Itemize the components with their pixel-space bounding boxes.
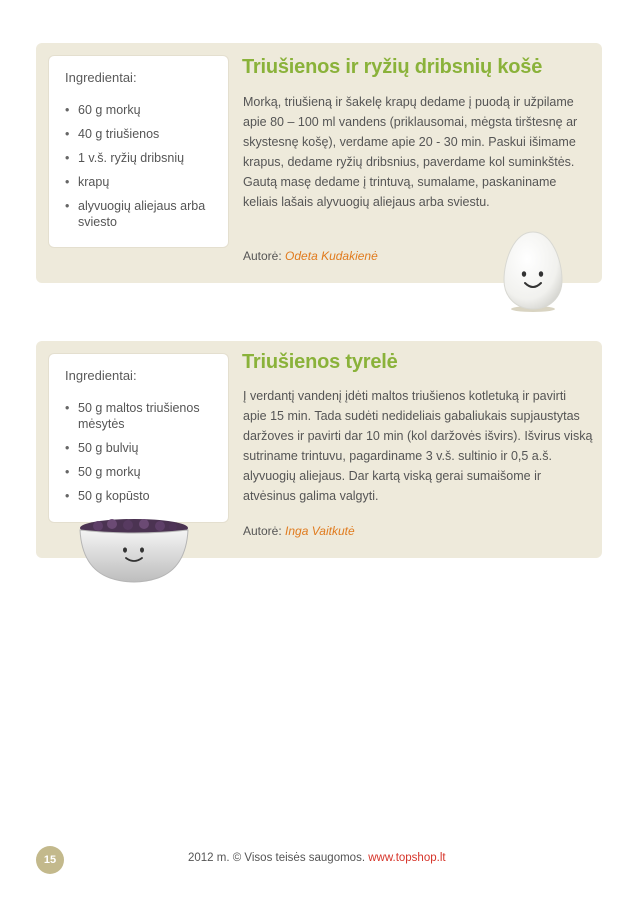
website-link[interactable]: www.topshop.lt	[368, 852, 446, 864]
author-label: Autorė:	[243, 249, 282, 263]
recipe-instructions: Morką, triušieną ir šakelę krapų dedame į puodą ir užpilame apie 80 – 100 ml vandens (priklausomai, mėgsta tirštesnę ar skystesnę košę), verdame apie 20 - 30 min. Paskui išimame krapus, dedame ryžių dribsnius, paverdame kol suminkštės. Gautą masę dedame į trintuvą, sumalame, paskaniname keliais lašais alyvuogių aliejaus arba sviestu.	[243, 95, 578, 209]
ingredient-item: • 50 g bulvių	[65, 440, 225, 456]
bowl-character-illustration	[78, 518, 190, 589]
copyright-text: 2012 m. © Visos teisės saugomos.	[188, 852, 366, 864]
author-label: Autorė:	[243, 524, 282, 538]
ingredients-title: Ingredientai:	[65, 70, 137, 85]
ingredients-title: Ingredientai:	[65, 368, 137, 383]
ingredient-item: • 1 v.š. ryžių dribsnių	[65, 150, 225, 166]
author-name: Inga Vaitkutė	[285, 524, 355, 538]
ingredients-box	[49, 56, 228, 247]
egg-character-illustration	[500, 230, 566, 317]
ingredient-item: • 50 g maltos triušienos mėsytės	[65, 400, 225, 432]
recipe-author	[243, 524, 355, 538]
recipe-instructions: Į verdantį vandenį įdėti maltos triušienos kotletuką ir pavirti apie 15 min. Tada sudėti nedideliais gabaliukais supjaustytas daržoves ir pavirti dar 10 min (kol daržovės išvirs). Išvirus viską sutriname trintuvu, pagardiname 3 v.š. sultinio ir 0,5 a.š. alyvuogių aliejaus. Dar kartą viską gerai sumaišome ir atvėsinus galima valgyti.	[243, 389, 593, 503]
ingredient-item: • 40 g triušienos	[65, 126, 225, 142]
ingredient-item: • 60 g morkų	[65, 102, 225, 118]
recipe-author	[243, 249, 378, 263]
ingredients-list	[65, 102, 225, 238]
footer-copyright	[188, 852, 446, 864]
ingredient-item: • alyvuogių aliejaus arba sviesto	[65, 198, 225, 230]
ingredients-box	[49, 354, 228, 522]
page-number-badge: 15	[36, 846, 64, 874]
recipe-title: Triušienos ir ryžių dribsnių košė	[242, 56, 543, 78]
ingredients-list	[65, 400, 225, 512]
ingredient-item: • 50 g kopūsto	[65, 488, 225, 504]
recipe-title: Triušienos tyrelė	[242, 351, 398, 373]
ingredient-item: • 50 g morkų	[65, 464, 225, 480]
author-name: Odeta Kudakienė	[285, 249, 378, 263]
ingredient-item: • krapų	[65, 174, 225, 190]
